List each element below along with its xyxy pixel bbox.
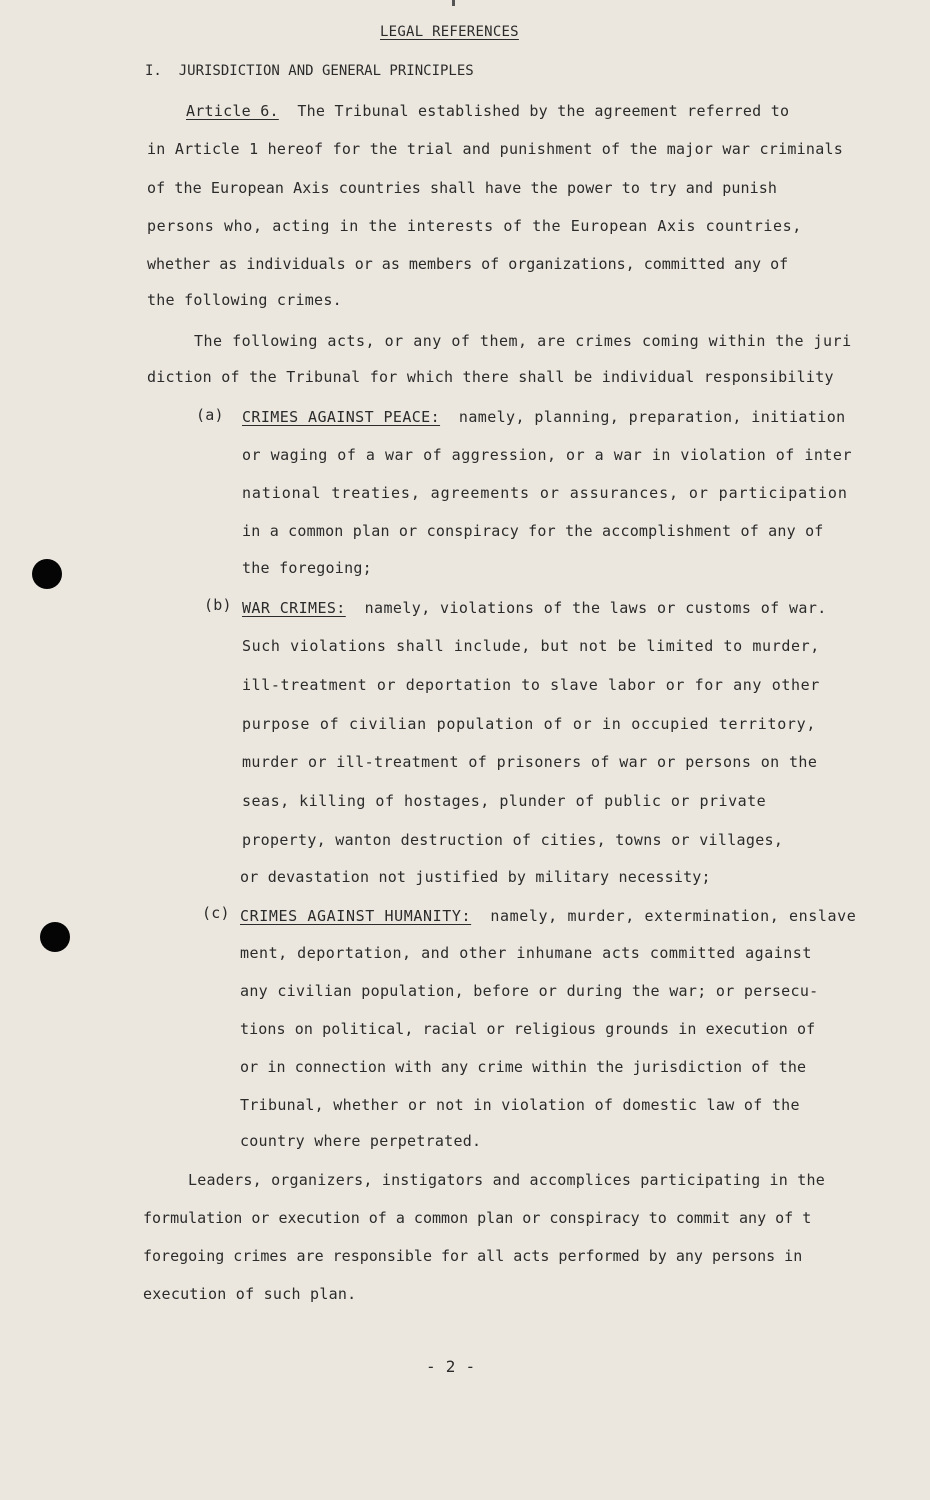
page-number: - 2 - — [426, 1357, 476, 1376]
item-title: WAR CRIMES: — [242, 599, 346, 617]
article-line: of the European Axis countries shall have the power to try and punish — [147, 179, 778, 197]
item-first-line: CRIMES AGAINST PEACE: namely, planning, preparation, initiation — [242, 408, 846, 426]
article-text: The Tribunal established by the agreement referred to — [278, 102, 790, 120]
item-line: murder or ill-treatment of prisoners of war or persons on the — [242, 753, 818, 771]
punch-hole-lower — [40, 922, 70, 952]
item-line: Such violations shall include, but not be limited to murder, — [242, 637, 820, 655]
closing-line: Leaders, organizers, instigators and accomplices participating in the — [188, 1171, 825, 1189]
item-line: or in connection with any crime within the jurisdiction of the — [240, 1058, 807, 1076]
item-title: CRIMES AGAINST PEACE: — [242, 408, 441, 426]
item-line: property, wanton destruction of cities, towns or villages, — [242, 831, 784, 849]
item-line: ill-treatment or deportation to slave labor or for any other — [242, 676, 820, 694]
item-line: or waging of a war of aggression, or a war in violation of inter — [242, 446, 852, 464]
item-line: ment, deportation, and other inhumane acts committed against — [240, 944, 812, 962]
item-marker: (b) — [204, 596, 232, 614]
item-line: any civilian population, before or during the war; or persecu- — [240, 982, 819, 1000]
section-title: I. JURISDICTION AND GENERAL PRINCIPLES — [145, 63, 474, 79]
item-line: Tribunal, whether or not in violation of domestic law of the — [240, 1096, 800, 1114]
article-number: Article 6. — [186, 102, 279, 120]
closing-line: formulation or execution of a common plan or conspiracy to commit any of t — [143, 1209, 812, 1227]
article-line: whether as individuals or as members of organizations, committed any of — [147, 255, 789, 273]
item-first-line: CRIMES AGAINST HUMANITY: namely, murder, extermination, enslave — [240, 907, 857, 925]
article-line: in Article 1 hereof for the trial and punishment of the major war criminals — [147, 140, 844, 158]
item-first-line: WAR CRIMES: namely, violations of the laws or customs of war. — [242, 599, 827, 617]
article-line: persons who, acting in the interests of the European Axis countries, — [147, 217, 802, 235]
item-marker: (a) — [196, 406, 224, 424]
punch-hole-upper — [32, 559, 62, 589]
item-line: tions on political, racial or religious grounds in execution of — [240, 1020, 816, 1038]
item-marker: (c) — [202, 904, 230, 922]
article-line: the following crimes. — [147, 291, 342, 309]
closing-line: execution of such plan. — [143, 1285, 357, 1303]
item-line: the foregoing; — [242, 559, 372, 577]
item-line: seas, killing of hostages, plunder of public or private — [242, 792, 767, 810]
closing-line: foregoing crimes are responsible for all acts performed by any persons in — [143, 1247, 803, 1265]
item-line: country where perpetrated. — [240, 1132, 482, 1150]
article-line: The following acts, or any of them, are crimes coming within the juri — [194, 332, 852, 350]
top-edge-mark — [452, 0, 455, 6]
item-title: CRIMES AGAINST HUMANITY: — [240, 907, 472, 925]
article-line: diction of the Tribunal for which there shall be individual responsibility — [147, 368, 834, 386]
item-line: purpose of civilian population of or in occupied territory, — [242, 715, 817, 733]
item-line: in a common plan or conspiracy for the accomplishment of any of — [242, 522, 824, 540]
item-line: or devastation not justified by military necessity; — [240, 868, 711, 886]
article-line — [186, 101, 789, 121]
item-line: national treaties, agreements or assurances, or participation — [242, 484, 848, 502]
document-heading: LEGAL REFERENCES — [380, 24, 519, 40]
